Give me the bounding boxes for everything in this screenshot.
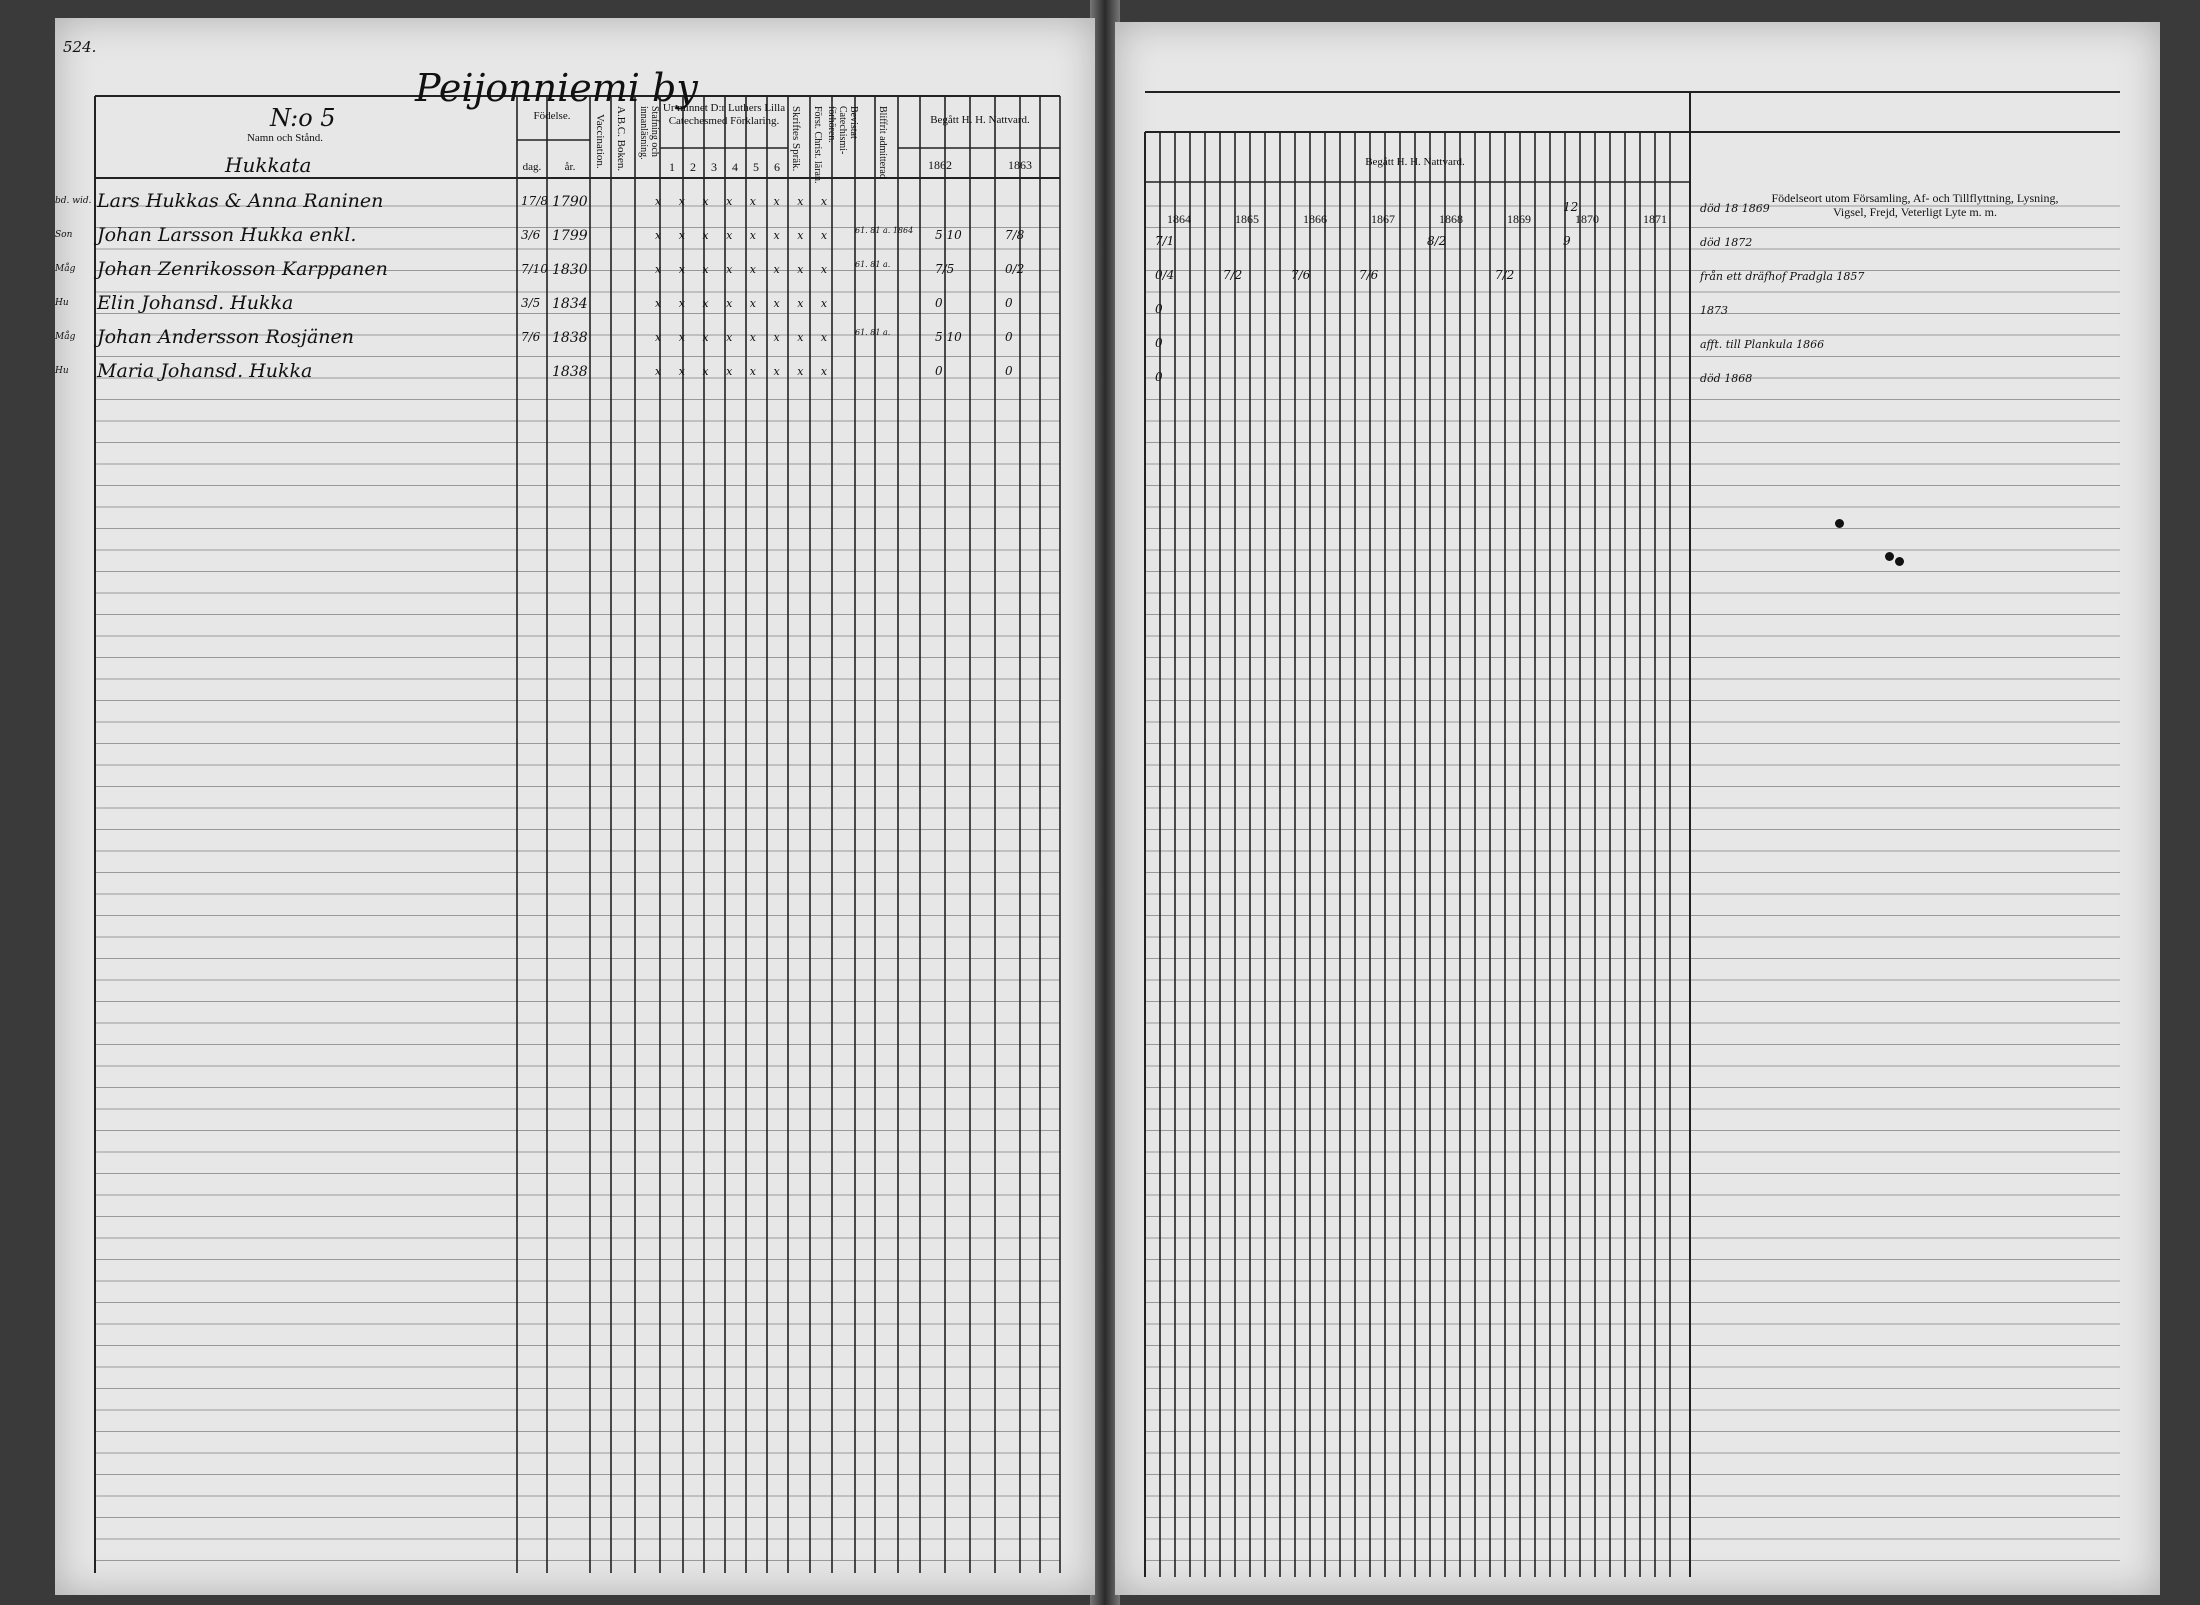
- row-nattvard-cell: 0/4: [1155, 268, 1175, 282]
- row-nattvard-cell: 7/2: [1223, 268, 1243, 282]
- row-nattvard-cell: 0: [1155, 370, 1163, 384]
- catechism-num: 2: [690, 160, 696, 174]
- row-nattvard-1862: 0: [935, 364, 943, 378]
- row-birth-day: 7/10: [521, 262, 548, 276]
- row-nattvard-1863: 0: [1005, 296, 1013, 310]
- row-nattvard-cell: 7/6: [1359, 268, 1379, 282]
- row-name: Johan Zenrikosson Karppanen: [97, 258, 388, 280]
- vaccination-header: Vaccination.: [594, 114, 607, 169]
- nattvard-year: 1871: [1643, 212, 1667, 226]
- row-bevistat: 61. 81 a.: [855, 328, 891, 337]
- row-birth-year: 1838: [552, 330, 588, 346]
- row-birth-year: 1830: [552, 262, 588, 278]
- row-marks: x x x x x x x x: [655, 229, 835, 242]
- forst-header: Först. Christ. läran.: [812, 106, 823, 184]
- left-page: [55, 18, 1095, 1595]
- row-marks: x x x x x x x x: [655, 331, 835, 344]
- row-marks: x x x x x x x x: [655, 365, 835, 378]
- stafning-header: Stafning och innanläsning.: [638, 106, 660, 160]
- row-marks: x x x x x x x x: [655, 263, 835, 276]
- row-remark: afft. till Plankula 1866: [1700, 338, 1825, 351]
- row-birth-day: 3/6: [521, 228, 541, 242]
- row-nattvard-1863: 7/8: [1005, 228, 1025, 242]
- row-name: Johan Andersson Rosjänen: [97, 326, 354, 348]
- bliffrit-header: Bliffrit admitterad: [877, 106, 888, 179]
- remarks-header: Födelseort utom Församling, Af- och Tillflyttning, Lysning, Vigsel, Frejd, Veterligt Lyte m. m.: [1771, 191, 2059, 219]
- row-nattvard-cell: 0: [1155, 336, 1163, 350]
- bevistat-header: Bevistat Catechismi-förhören.: [826, 106, 859, 155]
- row-name: Johan Larsson Hukka enkl.: [97, 224, 357, 246]
- row-prefix: Måg: [55, 332, 76, 342]
- nattvard-year: 1867: [1371, 212, 1395, 226]
- row-birth-year: 1834: [552, 296, 588, 312]
- row-nattvard-1862: 0: [935, 296, 943, 310]
- name-column-header: Namn och Stånd.: [246, 132, 324, 144]
- row-remark: död 1868: [1700, 372, 1753, 385]
- row-nattvard-cell: 9: [1563, 234, 1571, 248]
- right-nattvard-header: Begått H. H. Nattvard.: [1365, 156, 1465, 168]
- catechism-header: Ur minnet D:r Luthers Lilla Catechesmed Förklaring.: [662, 102, 786, 127]
- row-name: Lars Hukkas & Anna Raninen: [97, 190, 384, 212]
- row-birth-day: 7/6: [521, 330, 541, 344]
- catechism-num: 1: [669, 160, 675, 174]
- row-prefix: Son: [55, 230, 73, 240]
- nattvard-year: 1865: [1235, 212, 1259, 226]
- right-page: [1115, 22, 2160, 1595]
- nattvard-year: 1864: [1167, 212, 1191, 226]
- row-birth-year: 1790: [552, 194, 588, 210]
- ink-blot: [1895, 557, 1904, 566]
- row-nattvard-cell: 0: [1155, 302, 1163, 316]
- nattvard-year: 1863: [1008, 158, 1032, 172]
- row-nattvard-1863: 0/2: [1005, 262, 1025, 276]
- row-prefix: bd. wid.: [55, 196, 92, 206]
- birth-day-header: dag.: [522, 161, 542, 173]
- row-nattvard-cell: 7/1: [1155, 234, 1175, 248]
- catechism-num: 3: [711, 160, 717, 174]
- nattvard-year: 1870: [1575, 212, 1599, 226]
- row-nattvard-1863: 0: [1005, 364, 1013, 378]
- catechism-num: 5: [753, 160, 759, 174]
- row-nattvard-cell: 8/2: [1427, 234, 1447, 248]
- ink-blot: [1885, 552, 1894, 561]
- row-nattvard-1862: 7/5: [935, 262, 955, 276]
- nattvard-year: 1866: [1303, 212, 1327, 226]
- left-ruling: [55, 18, 1095, 1595]
- row-remark: från ett dräfhof Pradgla 1857: [1700, 270, 1865, 283]
- row-nattvard-1862: 5 10: [935, 228, 962, 242]
- nattvard-year: 1869: [1507, 212, 1531, 226]
- farm-name: Hukkata: [225, 153, 312, 177]
- village-title: Peijonniemi by: [415, 66, 698, 110]
- row-prefix: Hu: [55, 298, 69, 308]
- row-nattvard-cell: 12: [1563, 200, 1579, 214]
- skriftes-header: Skriftes Spräk.: [790, 106, 803, 172]
- row-nattvard-1862: 5 10: [935, 330, 962, 344]
- birth-header: Födelse.: [533, 110, 571, 122]
- row-nattvard-1863: 0: [1005, 330, 1013, 344]
- birth-year-header: år.: [564, 161, 576, 173]
- row-remark: död 18 1869: [1700, 202, 1770, 215]
- row-name: Elin Johansd. Hukka: [97, 292, 294, 314]
- page-number: 524.: [63, 38, 97, 56]
- row-birth-day: 3/5: [521, 296, 541, 310]
- row-nattvard-cell: 7/2: [1495, 268, 1515, 282]
- row-bevistat: 61. 81 a.: [855, 260, 891, 269]
- ink-blot: [1835, 519, 1844, 528]
- row-marks: x x x x x x x x: [655, 195, 835, 208]
- catechism-num: 4: [732, 160, 738, 174]
- nattvard-header: Begått H. H. Nattvard.: [930, 114, 1030, 126]
- row-birth-year: 1838: [552, 364, 588, 380]
- row-name: Maria Johansd. Hukka: [97, 360, 313, 382]
- row-prefix: Hu: [55, 366, 69, 376]
- row-prefix: Måg: [55, 264, 76, 274]
- nattvard-year: 1868: [1439, 212, 1463, 226]
- household-number: N:o 5: [270, 104, 336, 132]
- abc-header: A.B.C. Boken.: [615, 106, 628, 172]
- row-bevistat: 61. 81 a. 1864: [855, 226, 914, 235]
- nattvard-year: 1862: [928, 158, 952, 172]
- catechism-num: 6: [774, 160, 780, 174]
- right-ruling: [1115, 22, 2160, 1595]
- row-remark: död 1872: [1700, 236, 1753, 249]
- row-remark: 1873: [1700, 304, 1728, 317]
- row-birth-day: 17/8: [521, 194, 548, 208]
- row-birth-year: 1799: [552, 228, 588, 244]
- row-marks: x x x x x x x x: [655, 297, 835, 310]
- row-nattvard-cell: 7/6: [1291, 268, 1311, 282]
